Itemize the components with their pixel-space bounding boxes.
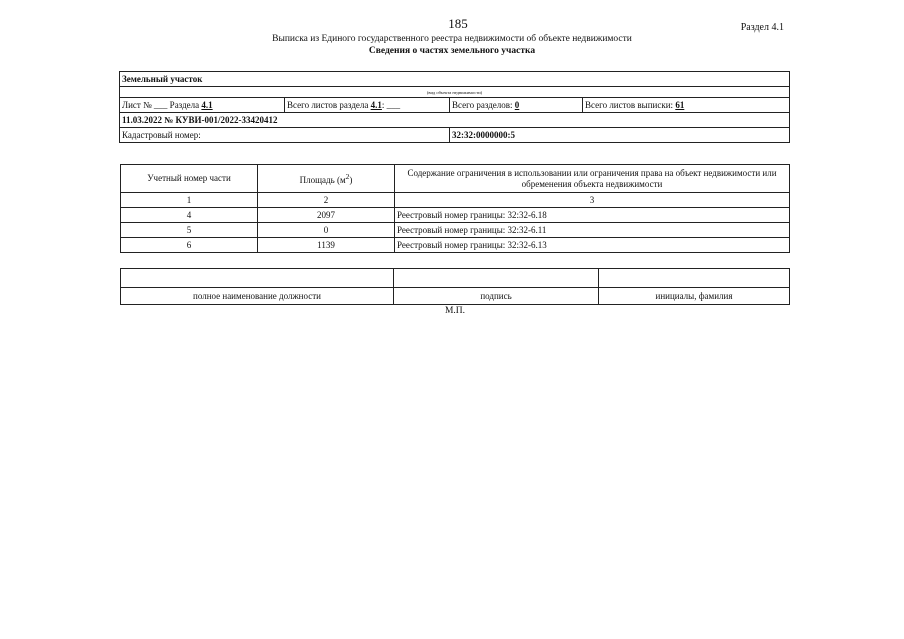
col-number-1: 1 bbox=[121, 193, 258, 208]
total-sheets-section-value: 4.1 bbox=[370, 100, 382, 110]
part-content: Реестровый номер границы: 32:32-6.18 bbox=[395, 208, 790, 223]
col-header-content: Содержание ограничения в использовании или ограничения права на объект недвижимости или обременения объекта недвижимости bbox=[395, 165, 790, 193]
table-row bbox=[121, 223, 790, 238]
total-sheets-extract-value: 61 bbox=[675, 100, 685, 110]
document-title: Выписка из Единого государственного реестра недвижимости об объекте недвижимости bbox=[272, 34, 632, 44]
col-header-area-text: Площадь (м bbox=[299, 175, 346, 185]
cadastral-label: Кадастровый номер: bbox=[120, 128, 450, 143]
parts-table bbox=[120, 164, 790, 253]
sheet-label: Лист № ___ Раздела bbox=[122, 100, 200, 110]
col-header-area-close: ) bbox=[349, 175, 353, 185]
total-sheets-section-label: Всего листов раздела bbox=[287, 100, 369, 110]
signature-table bbox=[120, 268, 790, 305]
col-header-area-sup: 2 bbox=[345, 172, 350, 181]
section-label: Раздел 4.1 bbox=[740, 22, 784, 33]
part-area: 0 bbox=[258, 223, 395, 238]
part-area: 1139 bbox=[258, 238, 395, 253]
total-sheets-extract-cell bbox=[583, 98, 790, 113]
page-number: 185 bbox=[448, 16, 468, 31]
part-area: 2097 bbox=[258, 208, 395, 223]
part-number: 4 bbox=[121, 208, 258, 223]
part-content: Реестровый номер границы: 32:32-6.13 bbox=[395, 238, 790, 253]
part-number: 6 bbox=[121, 238, 258, 253]
cadastral-value: 32:32:0000000:5 bbox=[450, 128, 790, 143]
position-blank bbox=[121, 269, 394, 288]
col-number-2: 2 bbox=[258, 193, 395, 208]
total-sections-value: 0 bbox=[514, 100, 520, 110]
table-row bbox=[121, 208, 790, 223]
part-number: 5 bbox=[121, 223, 258, 238]
sheet-number-cell bbox=[120, 98, 285, 113]
col-header-part: Учетный номер части bbox=[121, 165, 258, 193]
table-row bbox=[121, 238, 790, 253]
date-number: 11.03.2022 № КУВИ-001/2022-33420412 bbox=[120, 113, 790, 128]
total-sections-cell bbox=[450, 98, 583, 113]
header-table bbox=[119, 71, 790, 143]
section-value: 4.1 bbox=[201, 100, 213, 110]
total-sheets-extract-label: Всего листов выписки: bbox=[585, 100, 674, 110]
signature-blank bbox=[394, 269, 599, 288]
name-blank bbox=[599, 269, 790, 288]
document-subtitle: Сведения о частях земельного участка bbox=[368, 46, 536, 56]
total-sheets-section-cell bbox=[285, 98, 450, 113]
col-header-area bbox=[258, 165, 395, 193]
object-type-caption: (вид объекта недвижимости) bbox=[120, 87, 790, 98]
object-type: Земельный участок bbox=[120, 72, 790, 87]
part-content: Реестровый номер границы: 32:32-6.11 bbox=[395, 223, 790, 238]
position-label: полное наименование должности bbox=[121, 288, 394, 305]
col-number-3: 3 bbox=[395, 193, 790, 208]
name-label: инициалы, фамилия bbox=[599, 288, 790, 305]
signature-label: подпись bbox=[394, 288, 599, 305]
total-sections-label: Всего разделов: bbox=[452, 100, 513, 110]
total-sheets-section-suffix: : ___ bbox=[381, 100, 401, 110]
stamp-label: М.П. bbox=[444, 306, 466, 316]
